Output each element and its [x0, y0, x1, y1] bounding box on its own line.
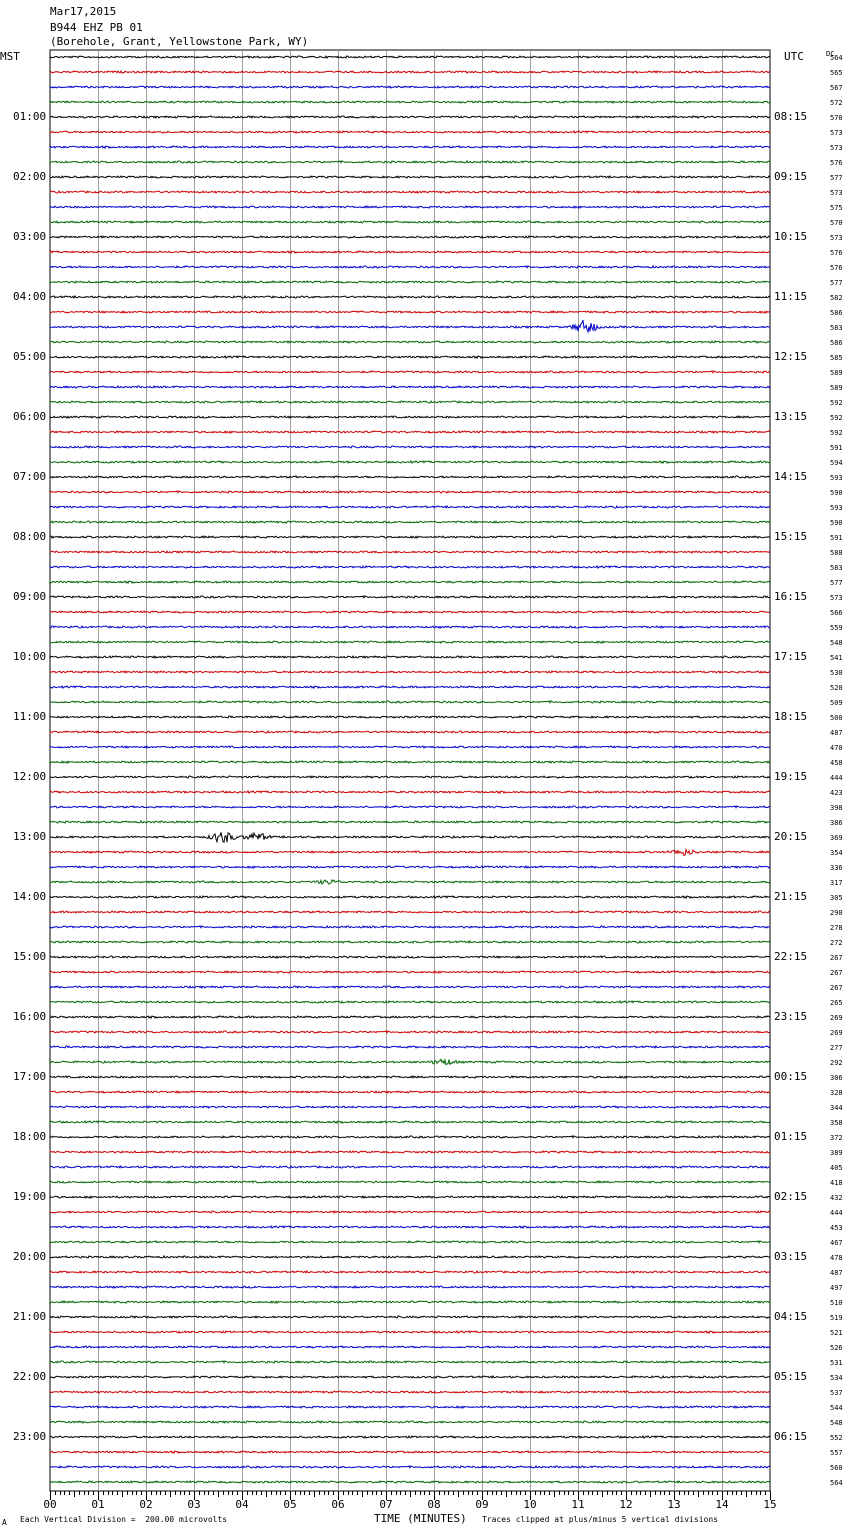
dc-offset-label: 567	[830, 84, 843, 92]
dc-offset-label: 592	[830, 414, 843, 422]
dc-offset-label: 500	[830, 714, 843, 722]
trace-row-59	[50, 941, 770, 943]
x-axis-title: TIME (MINUTES)	[374, 1512, 467, 1525]
dc-offset-label: 575	[830, 204, 843, 212]
trace-row-52	[50, 832, 770, 842]
trace-row-51	[50, 821, 770, 823]
clip-note: Traces clipped at plus/minus 5 vertical divisions	[482, 1515, 719, 1524]
dc-offset-label: 277	[830, 1044, 843, 1052]
trace-row-69	[50, 1091, 770, 1093]
utc-hour-label: 23:15	[774, 1010, 808, 1023]
trace-row-89	[50, 1391, 770, 1393]
x-tick-label: 06	[331, 1498, 345, 1511]
dc-offset-label: 589	[830, 384, 843, 392]
dc-offset-label: 544	[830, 1404, 843, 1412]
dc-offset-label: 478	[830, 1254, 843, 1262]
dc-offset-label: 423	[830, 789, 843, 797]
trace-row-26	[50, 446, 770, 448]
dc-offset-label: 531	[830, 1359, 843, 1367]
dc-offset-label: 592	[830, 429, 843, 437]
trace-row-65	[50, 1031, 770, 1033]
trace-row-42	[50, 686, 770, 688]
dc-offset-label: 591	[830, 444, 843, 452]
trace-row-80	[50, 1256, 770, 1258]
trace-row-46	[50, 746, 770, 748]
dc-offset-label: 267	[830, 969, 843, 977]
dc-offset-label: 405	[830, 1164, 843, 1172]
dc-offset-label: 265	[830, 999, 843, 1007]
dc-offset-label: 267	[830, 984, 843, 992]
mst-hour-label: 19:00	[13, 1190, 47, 1203]
trace-row-28	[50, 476, 770, 478]
dc-offset-label: 593	[830, 474, 843, 482]
dc-offset-label: 306	[830, 1074, 843, 1082]
utc-timezone-label: UTC	[784, 50, 804, 63]
dc-offset-label: 573	[830, 129, 843, 137]
trace-row-72	[50, 1136, 770, 1138]
dc-offset-label: 552	[830, 1434, 843, 1442]
mst-hour-label: 08:00	[13, 530, 47, 543]
dc-offset-label: 269	[830, 1014, 843, 1022]
dc-offset-label: 573	[830, 594, 843, 602]
trace-row-16	[50, 296, 770, 298]
utc-hour-label: 00:15	[774, 1070, 808, 1083]
utc-hour-label: 16:15	[774, 590, 808, 603]
trace-row-60	[50, 956, 770, 958]
dc-offset-label: 564	[830, 54, 843, 62]
x-tick-label: 12	[619, 1498, 633, 1511]
dc-offset-label: 577	[830, 174, 843, 182]
trace-row-71	[50, 1121, 770, 1123]
dc-offset-label: 444	[830, 1209, 843, 1217]
x-tick-label: 14	[715, 1498, 729, 1511]
utc-hour-label: 17:15	[774, 650, 808, 663]
trace-row-68	[50, 1076, 770, 1078]
trace-row-15	[50, 281, 770, 283]
trace-row-54	[50, 866, 770, 868]
utc-hour-label: 08:15	[774, 110, 808, 123]
dc-offset-label: 557	[830, 1449, 843, 1457]
dc-offset-label: 586	[830, 309, 843, 317]
utc-hour-label: 13:15	[774, 410, 808, 423]
dc-offset-label: 583	[830, 564, 843, 572]
utc-hour-label: 12:15	[774, 350, 808, 363]
trace-row-67	[50, 1059, 770, 1064]
dc-offset-label: 590	[830, 519, 843, 527]
mst-hour-label: 23:00	[13, 1430, 47, 1443]
dc-offset-label: 372	[830, 1134, 843, 1142]
utc-hour-label: 22:15	[774, 950, 808, 963]
dc-offset-label: 577	[830, 279, 843, 287]
trace-row-92	[50, 1436, 770, 1438]
dc-offset-label: 566	[830, 609, 843, 617]
trace-row-30	[50, 506, 770, 508]
mark-glyph: A	[2, 1518, 7, 1527]
trace-row-3	[50, 101, 770, 103]
trace-row-35	[50, 581, 770, 583]
trace-row-48	[50, 776, 770, 778]
dc-offset-label: 577	[830, 579, 843, 587]
utc-hour-label: 20:15	[774, 830, 808, 843]
trace-row-29	[50, 491, 770, 493]
mst-hour-label: 18:00	[13, 1130, 47, 1143]
dc-offset-label: 328	[830, 1089, 843, 1097]
dc-offset-label: 386	[830, 819, 843, 827]
dc-offset-label: 590	[830, 489, 843, 497]
trace-row-73	[50, 1151, 770, 1153]
trace-row-12	[50, 236, 770, 238]
trace-row-83	[50, 1301, 770, 1303]
dc-offset-label: 591	[830, 534, 843, 542]
trace-row-64	[50, 1016, 770, 1018]
trace-row-87	[50, 1361, 770, 1363]
dc-offset-label: 487	[830, 1269, 843, 1277]
trace-row-58	[50, 926, 770, 928]
dc-offset-label: 418	[830, 1179, 843, 1187]
utc-hour-label: 19:15	[774, 770, 808, 783]
trace-row-82	[50, 1286, 770, 1288]
trace-row-62	[50, 986, 770, 988]
dc-offset-label: 521	[830, 1329, 843, 1337]
trace-row-56	[50, 896, 770, 898]
dc-offset-label: 588	[830, 549, 843, 557]
dc-offset-label: 317	[830, 879, 843, 887]
trace-row-74	[50, 1166, 770, 1168]
trace-row-78	[50, 1226, 770, 1228]
dc-offset-label: 267	[830, 954, 843, 962]
trace-row-5	[50, 131, 770, 133]
dc-offset-label: 559	[830, 624, 843, 632]
dc-offset-label: 573	[830, 234, 843, 242]
trace-row-40	[50, 656, 770, 658]
dc-offset-label: 582	[830, 294, 843, 302]
trace-row-66	[50, 1046, 770, 1048]
x-tick-label: 05	[283, 1498, 297, 1511]
trace-row-21	[50, 371, 770, 373]
scale-note: Each Vertical Division = 200.00 microvolts	[20, 1515, 228, 1524]
trace-row-84	[50, 1316, 770, 1318]
trace-row-61	[50, 971, 770, 973]
x-tick-label: 08	[427, 1498, 441, 1511]
x-tick-label: 00	[43, 1498, 57, 1511]
mst-hour-label: 17:00	[13, 1070, 47, 1083]
trace-row-81	[50, 1271, 770, 1273]
dc-offset-label: 272	[830, 939, 843, 947]
x-tick-label: 01	[91, 1498, 105, 1511]
dc-offset-label: 369	[830, 834, 843, 842]
trace-row-86	[50, 1346, 770, 1348]
trace-row-85	[50, 1331, 770, 1333]
dc-offset-label: 305	[830, 894, 843, 902]
dc-offset-label: 589	[830, 369, 843, 377]
dc-offset-label: 573	[830, 189, 843, 197]
trace-row-49	[50, 791, 770, 793]
dc-offset-label: 510	[830, 1299, 843, 1307]
mst-hour-label: 14:00	[13, 890, 47, 903]
trace-row-20	[50, 356, 770, 358]
mst-hour-label: 15:00	[13, 950, 47, 963]
trace-row-70	[50, 1106, 770, 1108]
dc-offset-label: 290	[830, 909, 843, 917]
mst-hour-label: 02:00	[13, 170, 47, 183]
trace-row-43	[50, 701, 770, 703]
mst-hour-label: 04:00	[13, 290, 47, 303]
trace-row-8	[50, 176, 770, 178]
trace-row-63	[50, 1001, 770, 1003]
mst-hour-label: 07:00	[13, 470, 47, 483]
trace-row-91	[50, 1421, 770, 1423]
dc-offset-label: 576	[830, 249, 843, 257]
mst-hour-label: 10:00	[13, 650, 47, 663]
dc-offset-label: 537	[830, 1389, 843, 1397]
dc-offset-label: 570	[830, 114, 843, 122]
station-code: B944 EHZ PB 01	[50, 21, 143, 34]
trace-row-6	[50, 146, 770, 148]
dc-offset-label: 570	[830, 219, 843, 227]
trace-row-55	[50, 880, 770, 884]
trace-row-37	[50, 611, 770, 613]
dc-offset-label: 593	[830, 504, 843, 512]
trace-row-39	[50, 641, 770, 643]
trace-row-88	[50, 1376, 770, 1378]
dc-offset-label: 398	[830, 804, 843, 812]
dc-offset-label: 564	[830, 1479, 843, 1487]
dc-offset-label: 278	[830, 924, 843, 932]
trace-row-45	[50, 731, 770, 733]
dc-offset-label: 548	[830, 639, 843, 647]
trace-row-47	[50, 761, 770, 763]
dc-offset-label: 354	[830, 849, 843, 857]
mst-hour-label: 16:00	[13, 1010, 47, 1023]
dc-offset-label: 572	[830, 99, 843, 107]
dc-offset-label: 530	[830, 669, 843, 677]
trace-row-17	[50, 311, 770, 313]
trace-row-34	[50, 566, 770, 568]
utc-hour-label: 15:15	[774, 530, 808, 543]
utc-hour-label: 09:15	[774, 170, 808, 183]
dc-offset-label: 594	[830, 459, 843, 467]
dc-offset-label: 576	[830, 264, 843, 272]
trace-row-31	[50, 521, 770, 523]
dc-offset-label: 586	[830, 339, 843, 347]
x-tick-label: 11	[571, 1498, 585, 1511]
mst-hour-label: 12:00	[13, 770, 47, 783]
trace-row-38	[50, 626, 770, 628]
x-tick-label: 09	[475, 1498, 489, 1511]
dc-offset-label: 520	[830, 684, 843, 692]
trace-row-4	[50, 116, 770, 118]
mst-hour-label: 20:00	[13, 1250, 47, 1263]
x-tick-label: 13	[667, 1498, 681, 1511]
utc-hour-label: 04:15	[774, 1310, 808, 1323]
trace-row-41	[50, 671, 770, 673]
trace-row-25	[50, 431, 770, 433]
mst-timezone-label: MST	[0, 50, 20, 63]
dc-offset-label: 470	[830, 744, 843, 752]
x-tick-label: 10	[523, 1498, 537, 1511]
dc-offset-label: 344	[830, 1104, 843, 1112]
x-tick-label: 02	[139, 1498, 153, 1511]
x-tick-label: 07	[379, 1498, 393, 1511]
mst-hour-label: 21:00	[13, 1310, 47, 1323]
dc-offset-label: 336	[830, 864, 843, 872]
trace-row-0	[50, 56, 770, 58]
utc-hour-label: 01:15	[774, 1130, 808, 1143]
mst-hour-label: 22:00	[13, 1370, 47, 1383]
trace-row-33	[50, 551, 770, 553]
utc-hour-label: 18:15	[774, 710, 808, 723]
dc-offset-label: 432	[830, 1194, 843, 1202]
trace-row-76	[50, 1196, 770, 1198]
utc-hour-label: 03:15	[774, 1250, 808, 1263]
dc-offset-label: 519	[830, 1314, 843, 1322]
trace-row-7	[50, 161, 770, 163]
trace-row-23	[50, 401, 770, 403]
dc-offset-label: 358	[830, 1119, 843, 1127]
dc-label: DC	[826, 50, 835, 58]
dc-offset-label: 269	[830, 1029, 843, 1037]
utc-hour-label: 21:15	[774, 890, 808, 903]
dc-offset-label: 573	[830, 144, 843, 152]
dc-offset-label: 534	[830, 1374, 843, 1382]
dc-offset-label: 509	[830, 699, 843, 707]
utc-hour-label: 06:15	[774, 1430, 808, 1443]
dc-offset-label: 467	[830, 1239, 843, 1247]
dc-offset-label: 585	[830, 354, 843, 362]
utc-hour-label: 02:15	[774, 1190, 808, 1203]
utc-hour-label: 05:15	[774, 1370, 808, 1383]
trace-row-94	[50, 1466, 770, 1468]
trace-row-77	[50, 1211, 770, 1213]
mst-hour-label: 11:00	[13, 710, 47, 723]
dc-offset-label: 560	[830, 1464, 843, 1472]
trace-row-75	[50, 1181, 770, 1183]
dc-offset-label: 487	[830, 729, 843, 737]
utc-hour-label: 10:15	[774, 230, 808, 243]
trace-row-10	[50, 206, 770, 208]
mst-hour-label: 06:00	[13, 410, 47, 423]
dc-offset-label: 453	[830, 1224, 843, 1232]
trace-row-11	[50, 221, 770, 223]
trace-row-53	[50, 849, 770, 855]
utc-hour-label: 14:15	[774, 470, 808, 483]
dc-offset-label: 497	[830, 1284, 843, 1292]
dc-offset-label: 389	[830, 1149, 843, 1157]
x-tick-label: 04	[235, 1498, 249, 1511]
trace-row-44	[50, 716, 770, 718]
mst-hour-label: 13:00	[13, 830, 47, 843]
mst-hour-label: 05:00	[13, 350, 47, 363]
trace-row-14	[50, 266, 770, 268]
trace-row-90	[50, 1406, 770, 1408]
trace-row-50	[50, 806, 770, 808]
trace-row-19	[50, 341, 770, 343]
mst-hour-label: 09:00	[13, 590, 47, 603]
mst-hour-label: 01:00	[13, 110, 47, 123]
trace-row-57	[50, 911, 770, 913]
dc-offset-label: 292	[830, 1059, 843, 1067]
trace-row-9	[50, 191, 770, 193]
dc-offset-label: 583	[830, 324, 843, 332]
utc-hour-label: 11:15	[774, 290, 808, 303]
dc-offset-label: 592	[830, 399, 843, 407]
dc-offset-label: 541	[830, 654, 843, 662]
dc-offset-label: 576	[830, 159, 843, 167]
trace-row-79	[50, 1241, 770, 1243]
trace-row-95	[50, 1481, 770, 1483]
trace-row-32	[50, 536, 770, 538]
trace-row-24	[50, 416, 770, 418]
trace-row-36	[50, 596, 770, 598]
trace-row-22	[50, 386, 770, 388]
dc-offset-label: 526	[830, 1344, 843, 1352]
trace-row-13	[50, 251, 770, 253]
dc-offset-label: 565	[830, 69, 843, 77]
dc-offset-label: 444	[830, 774, 843, 782]
trace-row-18	[50, 320, 770, 332]
dc-offset-label: 548	[830, 1419, 843, 1427]
station-location: (Borehole, Grant, Yellowstone Park, WY)	[50, 35, 309, 48]
trace-row-27	[50, 461, 770, 463]
x-tick-label: 03	[187, 1498, 201, 1511]
x-tick-label: 15	[763, 1498, 777, 1511]
mst-hour-label: 03:00	[13, 230, 47, 243]
plot-date: Mar17,2015	[50, 5, 117, 18]
dc-offset-label: 458	[830, 759, 843, 767]
trace-row-93	[50, 1451, 770, 1453]
trace-row-2	[50, 86, 770, 88]
trace-row-1	[50, 71, 770, 73]
